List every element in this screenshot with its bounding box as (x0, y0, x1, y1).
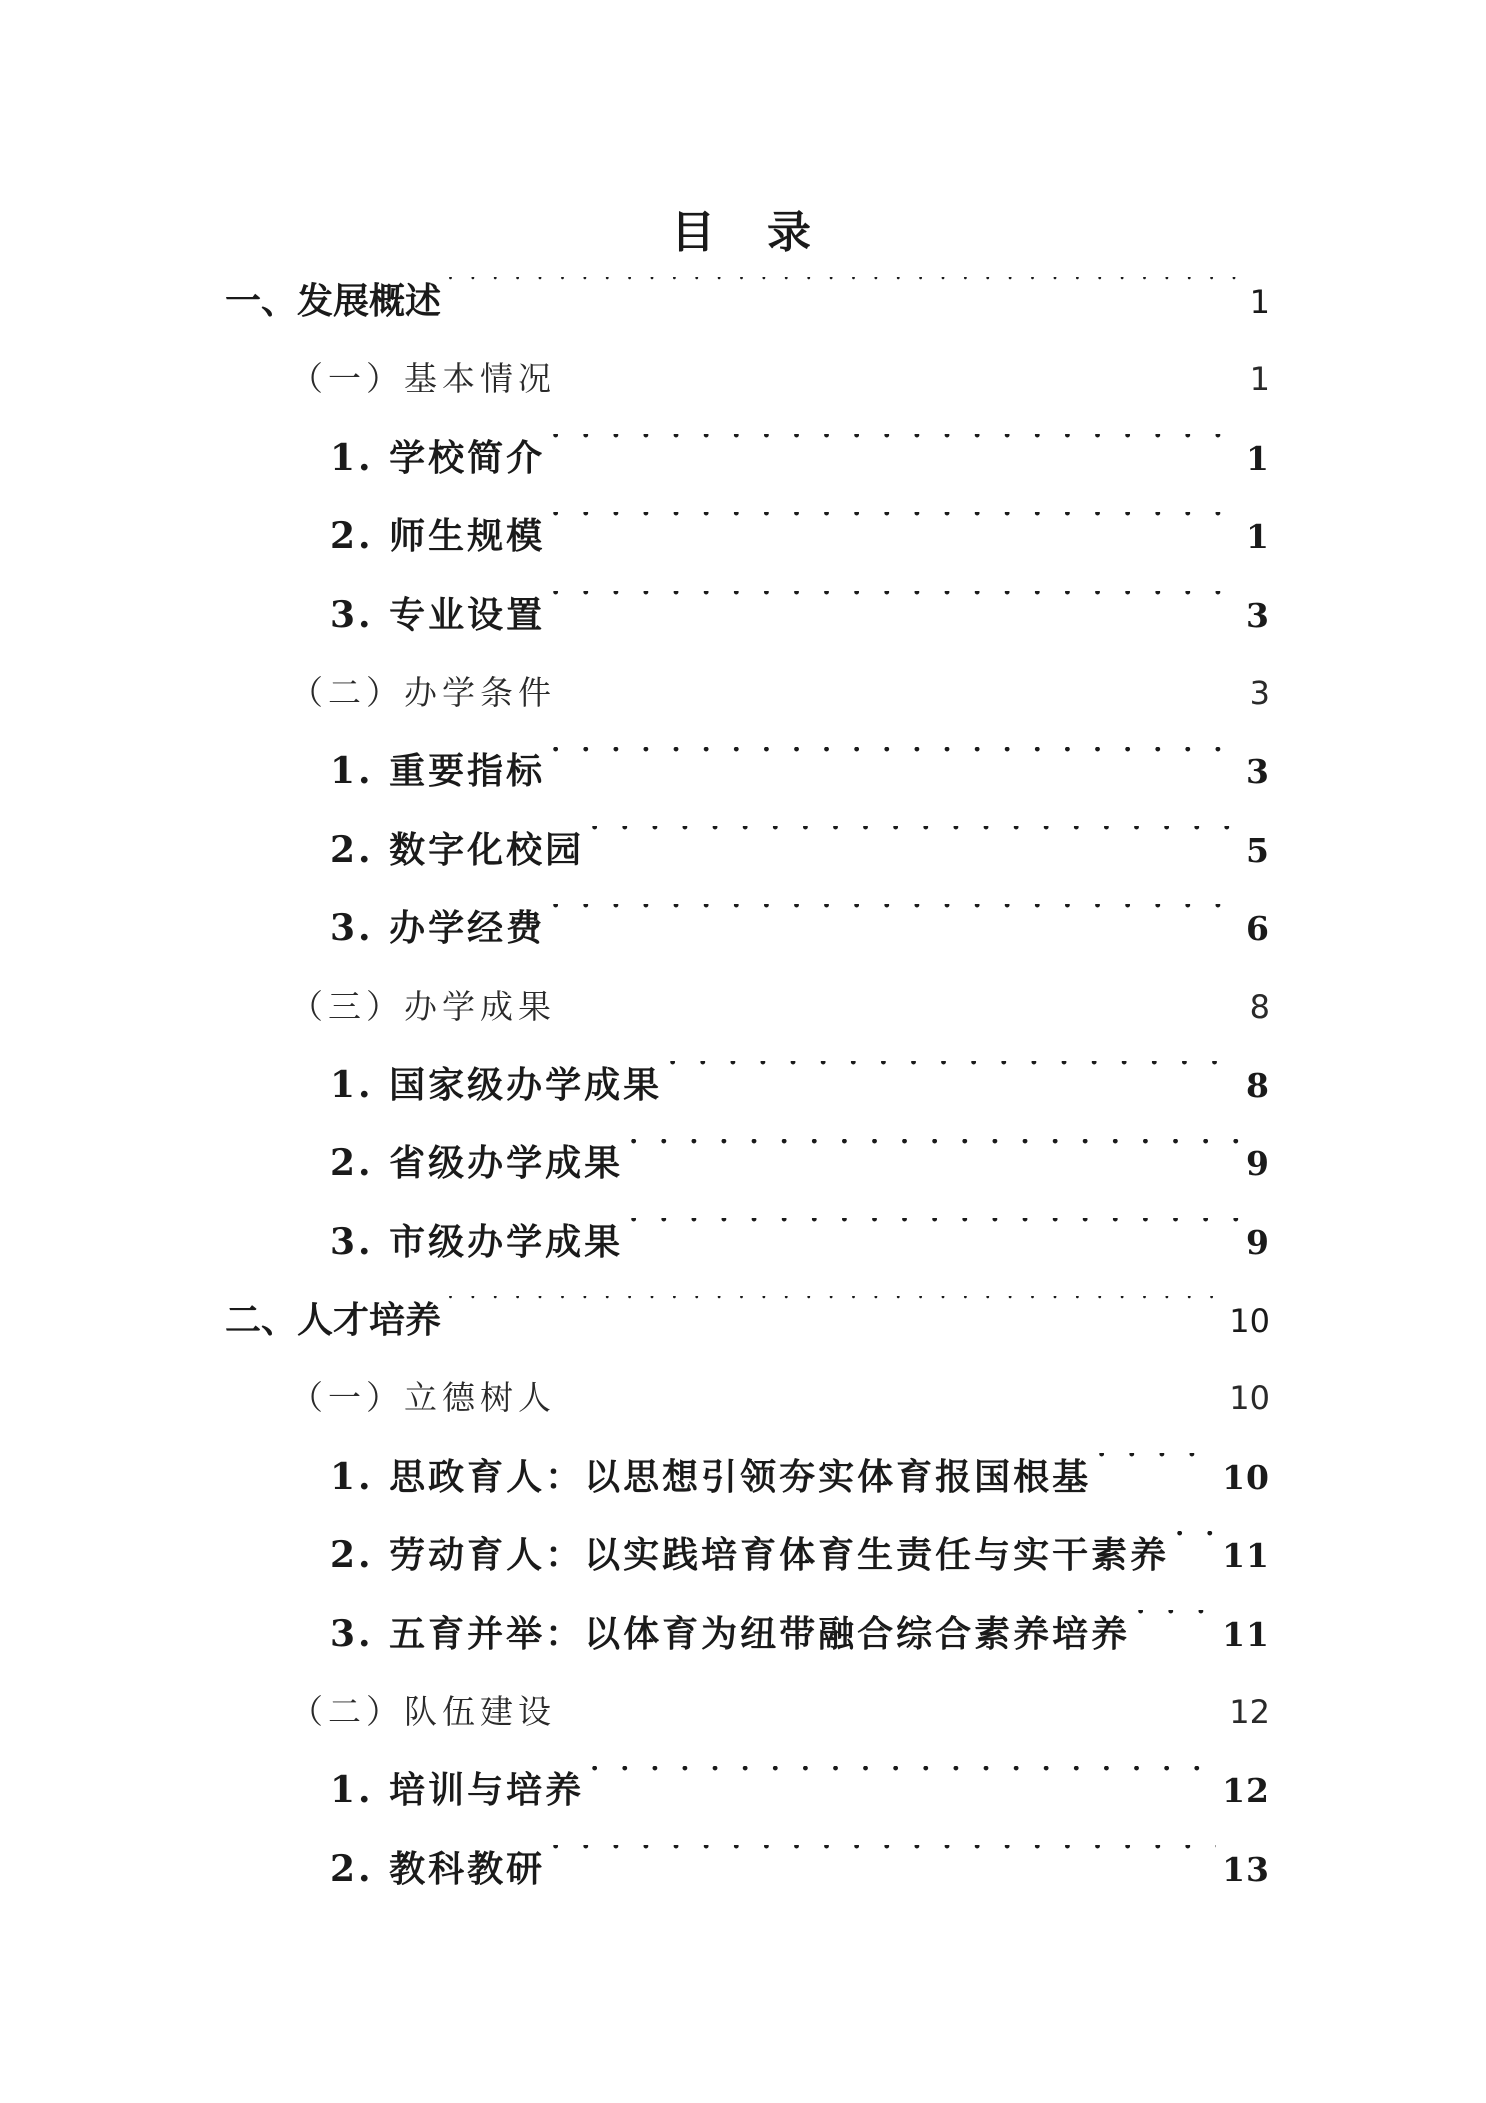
toc-entry-page: 11 (1222, 1536, 1270, 1576)
toc-entry-page: 1 (1249, 283, 1270, 321)
dot-leader (590, 1766, 1216, 1802)
toc-entry-label: 1. 学校简介 (330, 436, 546, 479)
toc-entry[interactable] (225, 1359, 1270, 1437)
dot-leader (551, 591, 1240, 627)
toc-entry-label: 1. 思政育人：以思想引领夯实体育报国根基 (330, 1455, 1092, 1498)
dot-leader (551, 747, 1240, 783)
dot-leader (668, 1061, 1240, 1097)
toc-entry-page: 8 (1246, 1065, 1270, 1105)
toc-entry-page: 1 (1249, 360, 1270, 399)
toc-title-left: 目 (671, 207, 719, 258)
toc-entry[interactable] (225, 262, 1270, 340)
toc-entry-page: 10 (1229, 1379, 1270, 1418)
dot-leader (562, 1690, 1223, 1723)
toc-list (225, 262, 1270, 1908)
toc-entry[interactable] (225, 732, 1270, 810)
toc-entry-page: 13 (1222, 1849, 1270, 1889)
dot-leader (629, 1218, 1240, 1254)
dot-leader (562, 1376, 1223, 1409)
toc-entry[interactable] (225, 968, 1270, 1046)
toc-entry-page: 12 (1222, 1771, 1270, 1811)
toc-entry-label: 3. 办学经费 (330, 907, 546, 950)
toc-entry-label: 3. 市级办学成果 (330, 1220, 624, 1263)
toc-entry-label: 2. 师生规模 (330, 515, 546, 558)
dot-leader (551, 434, 1240, 470)
toc-entry[interactable] (225, 1438, 1270, 1516)
toc-entry-label: 3. 专业设置 (330, 593, 546, 636)
toc-entry[interactable] (225, 1046, 1270, 1124)
dot-leader (447, 1296, 1223, 1332)
toc-entry-page: 10 (1222, 1457, 1270, 1497)
toc-entry[interactable] (225, 1673, 1270, 1751)
toc-entry[interactable] (225, 811, 1270, 889)
toc-entry[interactable] (225, 1595, 1270, 1673)
toc-entry-label: 2. 数字化校园 (330, 828, 585, 871)
toc-entry-page: 3 (1249, 673, 1270, 712)
toc-entry-page: 9 (1246, 1144, 1270, 1184)
dot-leader (562, 357, 1244, 390)
toc-entry-page: 3 (1246, 752, 1270, 792)
toc-entry-label: 2. 省级办学成果 (330, 1142, 624, 1185)
toc-entry[interactable] (225, 419, 1270, 497)
toc-entry-label: （一）立德树人 (290, 1378, 556, 1418)
toc-entry-label: 1. 培训与培养 (330, 1769, 585, 1812)
toc-entry-page: 11 (1222, 1614, 1270, 1654)
toc-entry-label: 2. 教科教研 (330, 1847, 546, 1890)
toc-entry-page: 12 (1229, 1693, 1270, 1732)
dot-leader (562, 985, 1244, 1018)
toc-entry-label: 二、人才培养 (225, 1299, 442, 1342)
toc-entry[interactable] (225, 1124, 1270, 1202)
dot-leader (447, 277, 1244, 313)
toc-entry[interactable] (225, 497, 1270, 575)
toc-entry-label: （一）基本情况 (290, 359, 556, 399)
toc-entry[interactable] (225, 1830, 1270, 1908)
toc-entry-page: 1 (1246, 517, 1270, 557)
toc-entry[interactable] (225, 889, 1270, 967)
toc-entry[interactable] (225, 1203, 1270, 1281)
toc-entry-page: 9 (1246, 1222, 1270, 1262)
toc-entry[interactable] (225, 340, 1270, 418)
toc-entry-label: （二）队伍建设 (290, 1692, 556, 1732)
toc-entry-label: （二）办学条件 (290, 672, 556, 712)
toc-entry-label: 1. 重要指标 (330, 750, 546, 793)
dot-leader (1136, 1610, 1216, 1646)
dot-leader (551, 1845, 1216, 1881)
toc-title (0, 196, 1486, 260)
dot-leader (1175, 1531, 1216, 1567)
toc-entry-page: 1 (1246, 438, 1270, 478)
toc-entry-page: 8 (1249, 987, 1270, 1026)
toc-entry-page: 6 (1246, 909, 1270, 949)
toc-entry-label: 一、发展概述 (225, 280, 442, 322)
toc-entry[interactable] (225, 576, 1270, 654)
dot-leader (590, 826, 1240, 862)
dot-leader (551, 512, 1240, 548)
toc-entry-label: 1. 国家级办学成果 (330, 1063, 663, 1106)
toc-entry-label: 3. 五育并举：以体育为纽带融合综合素养培养 (330, 1612, 1131, 1655)
toc-entry[interactable] (225, 654, 1270, 732)
toc-entry[interactable] (225, 1281, 1270, 1359)
dot-leader (1097, 1453, 1216, 1489)
dot-leader (629, 1139, 1240, 1175)
toc-entry[interactable] (225, 1751, 1270, 1829)
dot-leader (551, 904, 1240, 940)
toc-entry[interactable] (225, 1516, 1270, 1594)
toc-entry-page: 3 (1246, 595, 1270, 635)
dot-leader (562, 671, 1244, 704)
toc-entry-label: 2. 劳动育人：以实践培育体育生责任与实干素养 (330, 1534, 1170, 1577)
toc-entry-label: （三）办学成果 (290, 986, 556, 1026)
toc-title-right: 录 (767, 207, 815, 258)
toc-entry-page: 5 (1246, 830, 1270, 870)
toc-entry-page: 10 (1229, 1302, 1270, 1341)
